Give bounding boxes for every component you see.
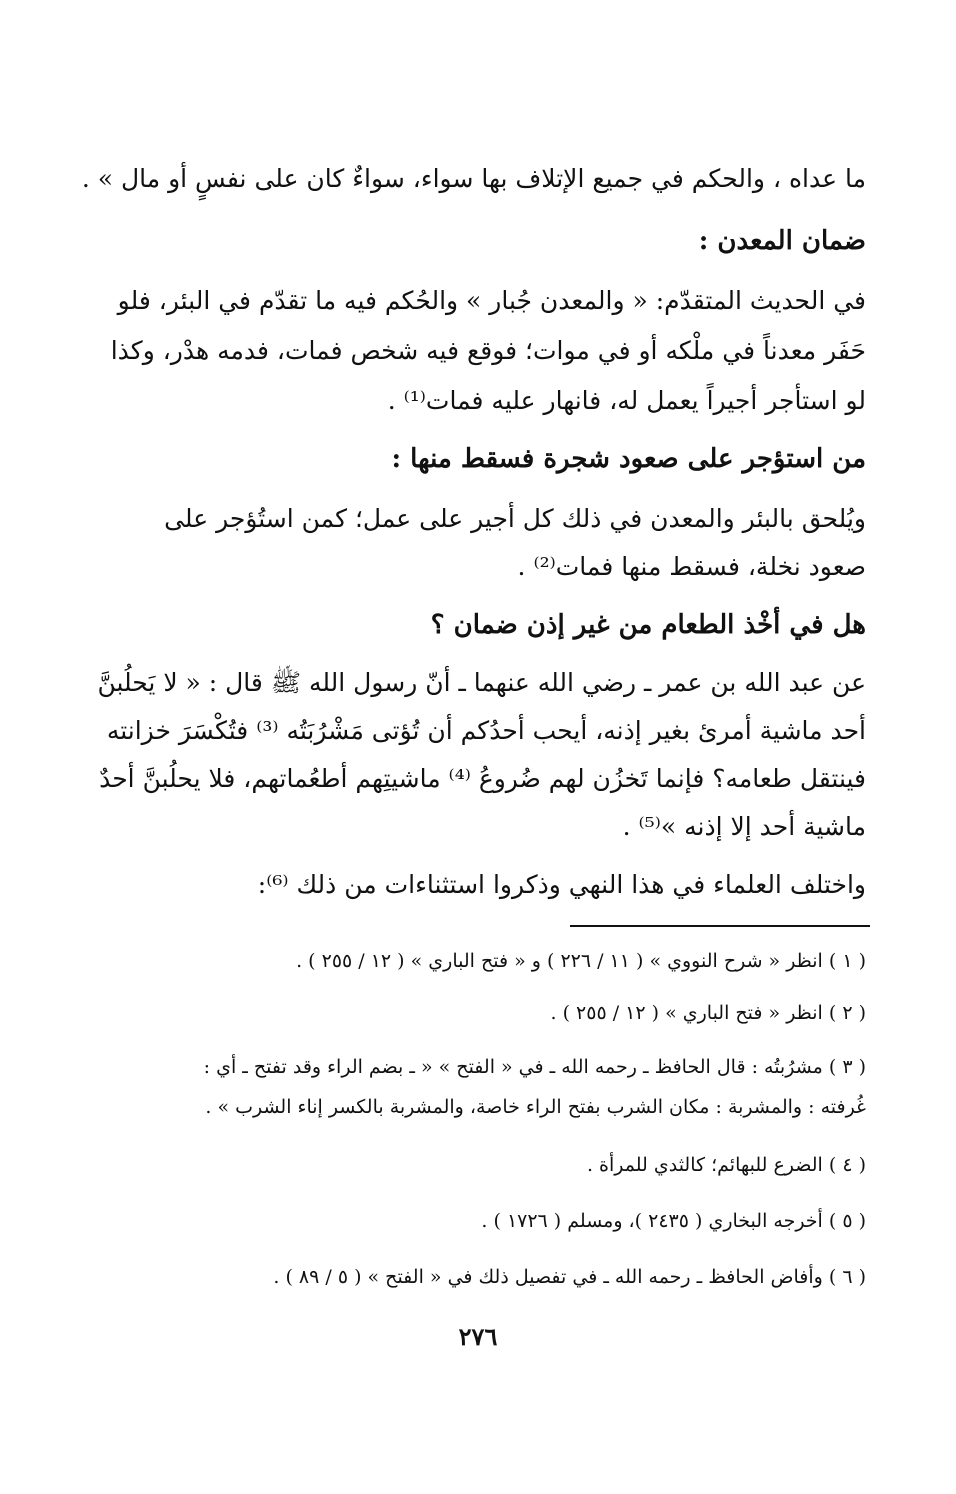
footnote: ( ٢ ) انظر « فتح الباري » ( ١٢ / ٢٥٥ ) . bbox=[550, 1002, 866, 1024]
section-heading: من استؤجر على صعود شجرة فسقط منها : bbox=[391, 444, 866, 474]
section-heading: ضمان المعدن : bbox=[698, 226, 866, 256]
footnote-divider bbox=[570, 925, 870, 927]
section-heading: هل في أخْذ الطعام من غير إذن ضمان ؟ bbox=[430, 610, 866, 640]
footnote: ( ٦ ) وأفاض الحافظ ـ رحمه الله ـ في تفصيل ذلك في « الفتح » ( ٥ / ٨٩ ) . bbox=[273, 1266, 866, 1288]
text-line: ما عداه ، والحكم في جميع الإتلاف بها سواء، سواءٌ كان على نفسٍ أو مال » . bbox=[81, 164, 866, 193]
text-line: صعود نخلة، فسقط منها فمات⁽²⁾ . bbox=[517, 552, 866, 581]
text-line: ويُلحق بالبئر والمعدن في ذلك كل أجير على عمل؛ كمن استُؤجر على bbox=[164, 504, 866, 533]
footnote: ( ١ ) انظر « شرح النووي » ( ١١ / ٢٢٦ ) و « فتح الباري » ( ١٢ / ٢٥٥ ) . bbox=[296, 950, 866, 972]
footnote: غُرفته : والمشربة : مكان الشرب بفتح الراء خاصة، والمشربة بالكسر إناء الشرب » . bbox=[205, 1096, 866, 1118]
text-line: أحد ماشية أمرئ بغير إذنه، أيحب أحدُكم أن تُؤتى مَشْرُبَتُه ⁽³⁾ فتُكْسَرَ خزانته bbox=[106, 716, 866, 745]
text-line: واختلف العلماء في هذا النهي وذكروا استثناءات من ذلك ⁽⁶⁾: bbox=[257, 870, 866, 899]
footnote: ( ٤ ) الضرع للبهائم؛ كالثدي للمرأة . bbox=[586, 1154, 866, 1176]
text-line: في الحديث المتقدّم: « والمعدن جُبار » والحُكم فيه ما تقدّم في البئر، فلو bbox=[117, 286, 866, 315]
footnote: ( ٥ ) أخرجه البخاري ( ٢٤٣٥ )، ومسلم ( ١٧٢٦ ) . bbox=[481, 1210, 866, 1232]
text-line: لو استأجر أجيراً يعمل له، فانهار عليه فمات⁽¹⁾ . bbox=[387, 386, 866, 415]
text-line: عن عبد الله بن عمر ـ رضي الله عنهما ـ أنّ رسول الله ﷺ قال : « لا يَحلُبنَّ bbox=[97, 668, 866, 697]
text-line: حَفَر معدناً في ملْكه أو في موات؛ فوقع فيه شخص فمات، فدمه هدْر، وكذا bbox=[110, 336, 866, 365]
page-number: ٢٧٦ bbox=[458, 1322, 498, 1351]
text-line: ماشية أحد إلا إذنه »⁽⁵⁾ . bbox=[622, 812, 866, 841]
footnote: ( ٣ ) مشرُبتُه : قال الحافظ ـ رحمه الله ـ في « الفتح » « ـ بضم الراء وقد تفتح ـ أي : bbox=[203, 1056, 866, 1078]
text-line: فينتقل طعامه؟ فإنما تَخزُن لهم ضُروعُ ⁽⁴⁾ ماشيتِهم أطعُماتهم، فلا يحلُبنَّ أحدٌ bbox=[99, 764, 866, 793]
